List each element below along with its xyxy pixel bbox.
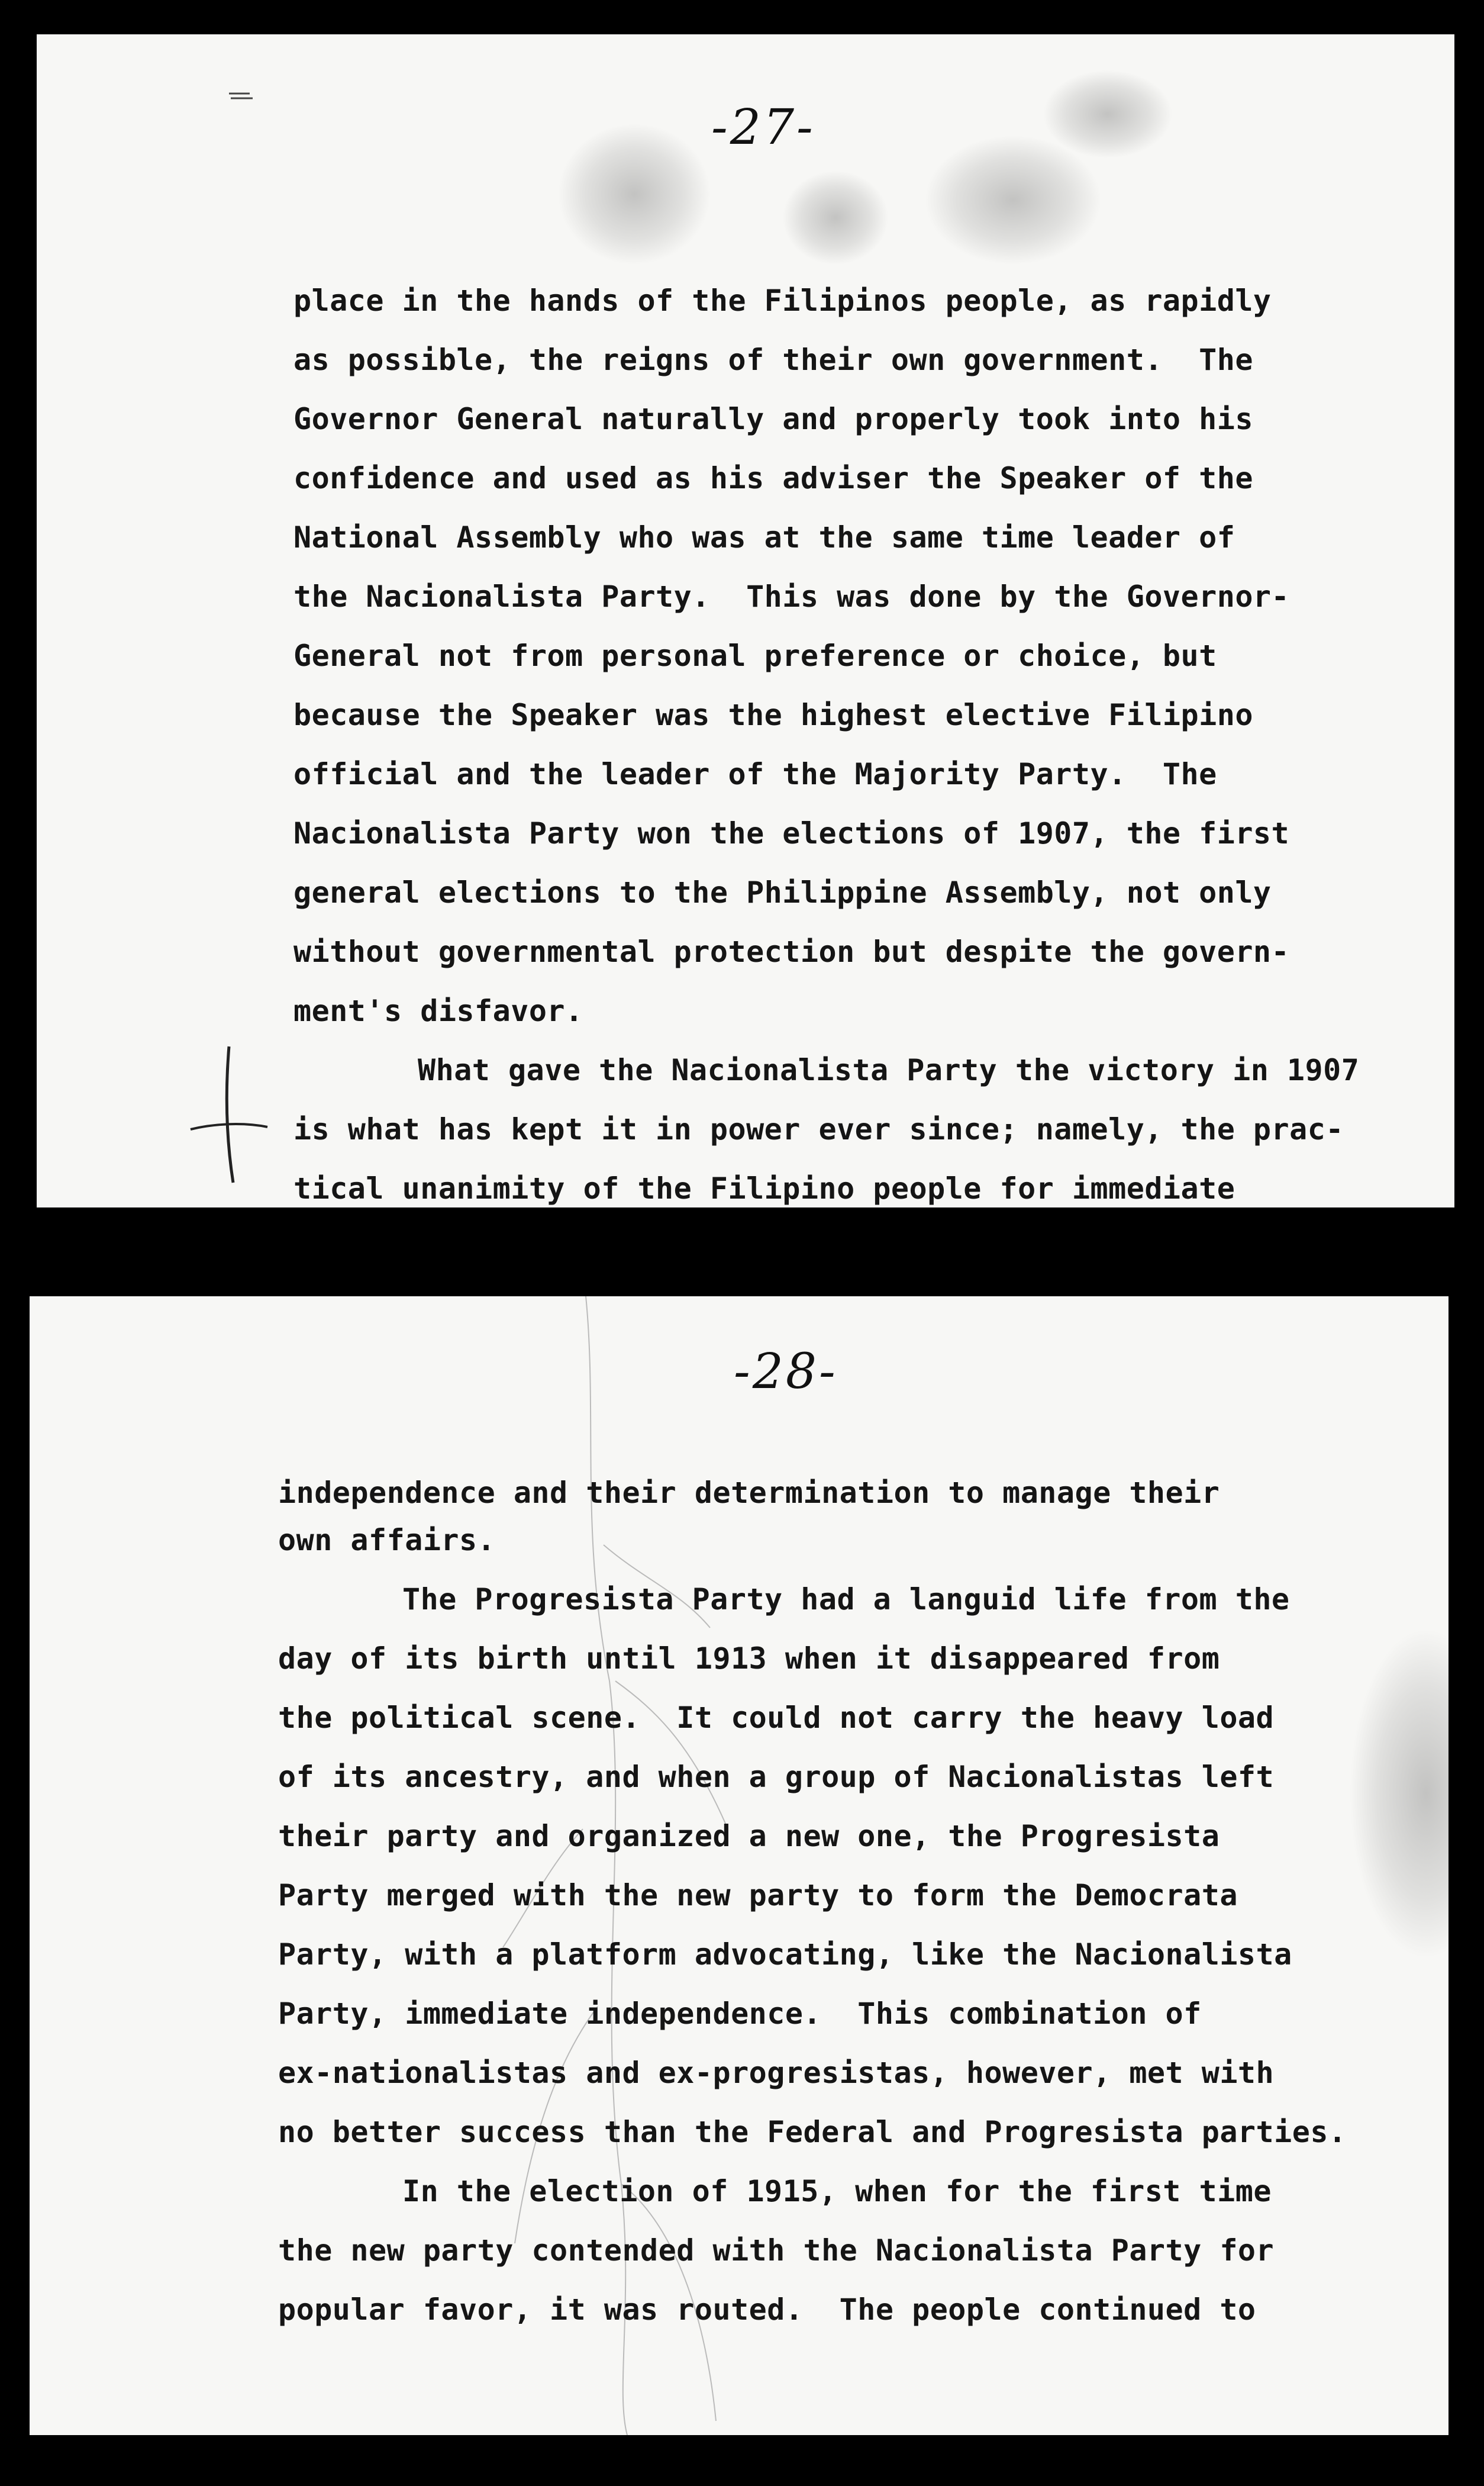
page-28-body: [278, 1463, 1347, 2339]
text-line: place in the hands of the Filipinos people, as rapidly: [293, 284, 1272, 318]
text-line: ment's disfavor.: [293, 994, 583, 1028]
text-line: independence and their determination to manage their: [278, 1476, 1220, 1510]
text-line: Party, immediate independence. This combination of: [278, 1996, 1202, 2031]
water-stain: [1349, 1628, 1448, 1959]
text-line: the new party contended with the Nacionalista Party for: [278, 2233, 1275, 2268]
water-stain: [1043, 70, 1173, 159]
text-line: general elections to the Philippine Assembly, not only: [293, 875, 1272, 910]
text-line: day of its birth until 1913 when it disappeared from: [278, 1641, 1220, 1676]
water-stain: [782, 170, 889, 265]
text-line: In the election of 1915, when for the first time: [402, 2174, 1272, 2208]
text-line: tical unanimity of the Filipino people for immediate: [293, 1171, 1235, 1206]
margin-cross-mark: [179, 1041, 273, 1194]
text-line: The Progresista Party had a languid life from the: [402, 1582, 1290, 1616]
page-number: -28-: [734, 1344, 838, 1400]
text-line: ex-nationalistas and ex-progresistas, however, met with: [278, 2056, 1275, 2090]
text-line: is what has kept it in power ever since; namely, the prac-: [293, 1112, 1344, 1147]
page-27-body: [293, 271, 1359, 1207]
text-line: because the Speaker was the highest elective Filipino: [293, 698, 1253, 732]
text-line: Nacionalista Party won the elections of 1907, the first: [293, 816, 1290, 851]
text-line: popular favor, it was routed. The people continued to: [278, 2292, 1256, 2327]
page-27-sheet: [37, 34, 1454, 1207]
text-line: What gave the Nacionalista Party the victory in 1907: [418, 1053, 1360, 1087]
text-line: without governmental protection but despite the govern-: [293, 935, 1290, 969]
text-line: confidence and used as his adviser the Speaker of the: [293, 461, 1253, 495]
water-stain: [557, 123, 711, 265]
scribble-mark: [226, 88, 262, 105]
text-line: Party, with a platform advocating, like the Nacionalista: [278, 1937, 1292, 1972]
text-line: no better success than the Federal and Progresista parties.: [278, 2115, 1347, 2149]
text-line: General not from personal preference or choice, but: [293, 639, 1217, 673]
text-line: as possible, the reigns of their own government. The: [293, 343, 1253, 377]
text-line: National Assembly who was at the same time leader of: [293, 520, 1235, 555]
text-line: their party and organized a new one, the Progresista: [278, 1819, 1220, 1853]
text-line: Governor General naturally and properly took into his: [293, 402, 1253, 436]
page-number: -27-: [711, 99, 815, 156]
text-line: Party merged with the new party to form the Democrata: [278, 1878, 1238, 1912]
text-line: official and the leader of the Majority Party. The: [293, 757, 1217, 791]
margin-scribble: [226, 88, 262, 109]
text-line: own affairs.: [278, 1523, 496, 1557]
page-28-sheet: [30, 1296, 1448, 2435]
text-line: the political scene. It could not carry the heavy load: [278, 1701, 1275, 1735]
water-stain: [924, 135, 1102, 265]
text-line: the Nacionalista Party. This was done by the Governor-: [293, 579, 1290, 614]
text-line: of its ancestry, and when a group of Nacionalistas left: [278, 1760, 1275, 1794]
